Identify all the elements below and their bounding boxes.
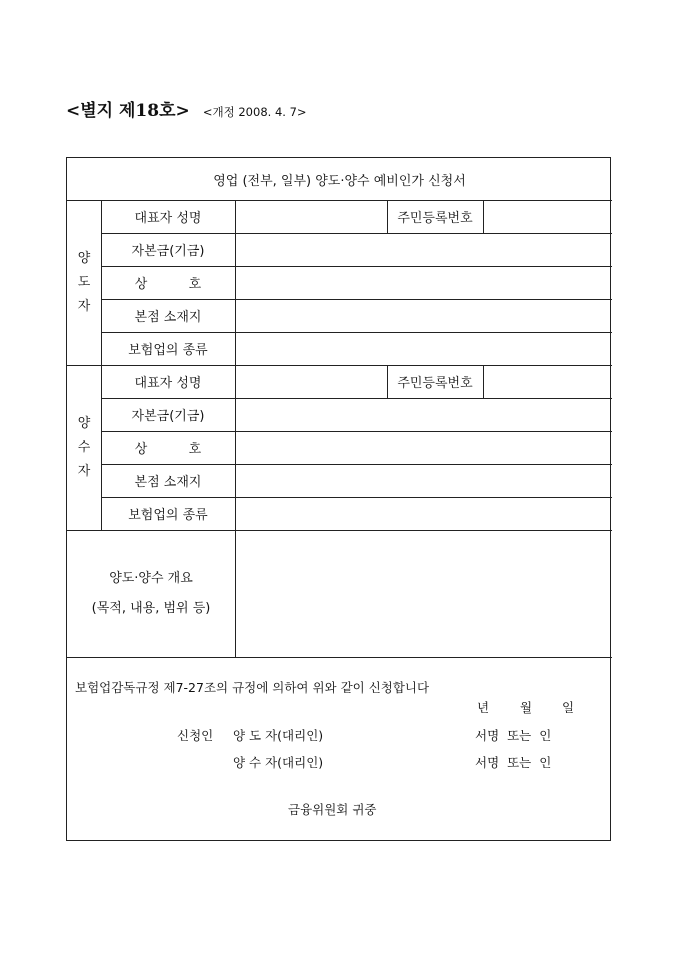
form-header [66, 96, 307, 121]
transferee-head-office-label: 본점 소재지 [134, 475, 202, 490]
transferor-insurance-type-label: 보험업의 종류 [128, 343, 208, 358]
transferor-capital-label: 자본금(기금) [131, 244, 205, 259]
transferee-trade-name-field[interactable] [235, 431, 612, 464]
revision-note: <개정 2008. 4. 7> [202, 105, 307, 119]
transferee-resident-number-field[interactable] [483, 365, 612, 398]
transferor-capital-field[interactable] [235, 233, 612, 266]
transferor-head-office-field[interactable] [235, 299, 612, 332]
transferee-capital-label: 자본금(기금) [131, 409, 205, 424]
transferee-signature[interactable]: 서명 또는 인 [475, 755, 552, 770]
transferor-rep-name-label: 대표자 성명 [134, 211, 202, 226]
transferor-section-label: 양 도 자 [77, 250, 91, 314]
transferee-resident-number-label: 주민등록번호 [397, 376, 473, 391]
transferor-resident-number-field[interactable] [483, 200, 612, 233]
addressee: 금융위원회 귀중 [288, 802, 377, 817]
transferee-rep-name-field[interactable] [235, 365, 387, 398]
transferee-head-office-field[interactable] [235, 464, 612, 497]
form-number: <별지 제18호> [66, 101, 190, 121]
applicant-label: 신청인 [177, 728, 214, 743]
transferor-resident-number-label: 주민등록번호 [397, 211, 473, 226]
transferor-trade-name-label: 상 호 [134, 277, 202, 292]
transferor-trade-name-field[interactable] [235, 266, 612, 299]
transferor-head-office-label: 본점 소재지 [134, 310, 202, 325]
transferee-section-label: 양 수 자 [77, 415, 91, 479]
date-day-label: 일 [562, 700, 575, 715]
transfer-summary-field[interactable] [235, 530, 612, 657]
transferee-trade-name-label: 상 호 [134, 442, 202, 457]
date-year-label: 년 [477, 700, 490, 715]
date-month-label: 월 [520, 700, 533, 715]
transferor-signatory: 양 도 자(대리인) [233, 728, 324, 743]
transferor-signature[interactable]: 서명 또는 인 [475, 728, 552, 743]
transferor-insurance-type-field[interactable] [235, 332, 612, 365]
application-form [66, 157, 611, 841]
transferee-signatory: 양 수 자(대리인) [233, 755, 324, 770]
declaration-statement: 보험업감독규정 제7-27조의 규정에 의하여 위와 같이 신청합니다 [75, 680, 430, 695]
form-title: 영업 (전부, 일부) 양도·양수 예비인가 신청서 [213, 173, 466, 189]
transferee-insurance-type-field[interactable] [235, 497, 612, 530]
transferor-rep-name-field[interactable] [235, 200, 387, 233]
transferee-capital-field[interactable] [235, 398, 612, 431]
transferee-rep-name-label: 대표자 성명 [134, 376, 202, 391]
transferee-insurance-type-label: 보험업의 종류 [128, 508, 208, 523]
transfer-summary-label: 양도·양수 개요 (목적, 내용, 범위 등) [91, 570, 211, 616]
